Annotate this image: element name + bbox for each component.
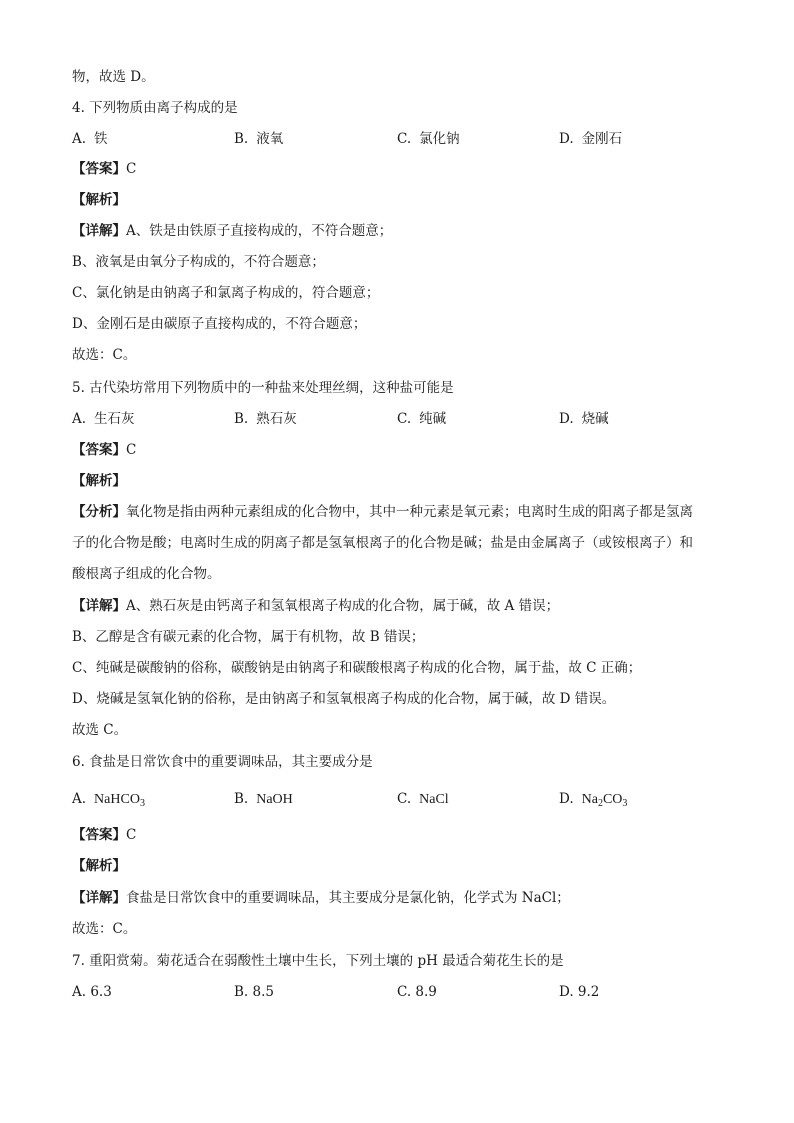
option-c: C. NaCl (397, 791, 449, 807)
option-b: B. 熟石灰 (234, 411, 297, 427)
formula-na2co3: $Na_2CO_3$ (581, 792, 628, 809)
selection-line: 故选 C。 (72, 722, 128, 738)
question-7-options (72, 983, 722, 1001)
selection-line: 故选：C。 (72, 347, 137, 363)
option-a: A. 生石灰 (72, 411, 135, 427)
question-7-stem: 7. 重阳赏菊。菊花适合在弱酸性土壤中生长，下列土壤的 pH 最适合菊花生长的是 (72, 953, 564, 969)
selection-line: 故选：C。 (72, 921, 137, 937)
answer-line: 【答案】C (72, 827, 137, 843)
analysis-heading: 【解析】 (72, 858, 126, 874)
question-5-stem: 5. 古代染坊常用下列物质中的一种盐来处理丝绸，这种盐可能是 (72, 380, 454, 396)
question-6-stem: 6. 食盐是日常饮食中的重要调味品，其主要成分是 (72, 754, 373, 770)
analysis-line: 子的化合物是酸；电离时生成的阴离子都是氢氧根离子的化合物是碱；盐是由金属离子（或铵根离子）和 (72, 535, 693, 551)
analysis-line: 酸根离子组成的化合物。 (72, 566, 221, 582)
detail-line: B、液氧是由氧分子构成的，不符合题意； (72, 254, 325, 270)
detail-line: 【详解】食盐是日常饮食中的重要调味品，其主要成分是氯化钠，化学式为 NaCl； (72, 890, 570, 906)
text-line: 物，故选 D。 (72, 69, 155, 85)
option-a: A. 6.3 (72, 984, 112, 1000)
detail-line: D、烧碱是氢氧化钠的俗称，是由钠离子和氢氧根离子构成的化合物，属于碱，故 D 错误。 (72, 691, 616, 707)
question-5-options (72, 410, 722, 428)
option-c: C. 纯碱 (397, 411, 447, 427)
question-4-options (72, 130, 722, 148)
detail-line: C、氯化钠是由钠离子和氯离子构成的，符合题意； (72, 285, 380, 301)
question-6-options (72, 790, 722, 808)
detail-line: C、纯碱是碳酸钠的俗称，碳酸钠是由钠离子和碳酸根离子构成的化合物，属于盐，故 C 正确； (72, 660, 642, 676)
formula-naoh: NaOH (256, 792, 293, 807)
option-d: D. 金刚石 (559, 131, 623, 147)
option-c: C. 8.9 (397, 984, 437, 1000)
detail-line: B、乙醇是含有碳元素的化合物，属于有机物，故 B 错误； (72, 629, 425, 645)
option-b: B. NaOH (234, 791, 293, 807)
option-a: A. NaHCO$_3$ (72, 791, 145, 809)
answer-line: 【答案】C (72, 442, 137, 458)
option-a: A. 铁 (72, 131, 108, 147)
detail-line: D、金刚石是由碳原子直接构成的，不符合题意； (72, 316, 367, 332)
option-d: D. $Na_2CO_3$ (559, 791, 628, 809)
detail-line: 【详解】A、熟石灰是由钙离子和氢氧根离子构成的化合物，属于碱，故 A 错误； (72, 598, 560, 614)
analysis-line: 【分析】氧化物是指由两种元素组成的化合物中，其中一种元素是氧元素；电离时生成的阳离子都是氢离 (72, 504, 693, 520)
option-b: B. 液氧 (234, 131, 284, 147)
option-d: D. 烧碱 (559, 411, 609, 427)
formula-nacl: NaCl (419, 792, 449, 807)
option-c: C. 氯化钠 (397, 131, 460, 147)
analysis-heading: 【解析】 (72, 473, 126, 489)
detail-line: 【详解】A、铁是由铁原子直接构成的，不符合题意； (72, 223, 393, 239)
option-d: D. 9.2 (559, 984, 600, 1000)
option-b: B. 8.5 (234, 984, 274, 1000)
question-4-stem: 4. 下列物质由离子构成的是 (72, 100, 238, 116)
answer-line: 【答案】C (72, 161, 137, 177)
analysis-heading: 【解析】 (72, 192, 126, 208)
formula-nahco3: NaHCO$_3$ (94, 792, 145, 809)
